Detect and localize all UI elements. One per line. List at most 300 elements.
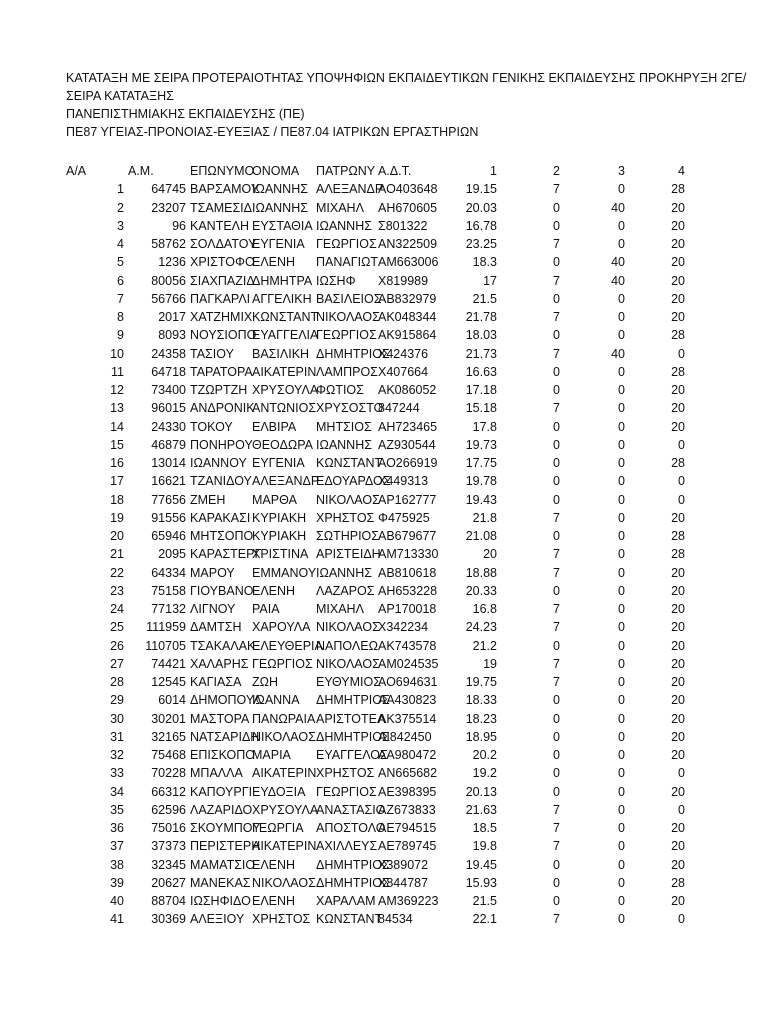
cell-name: ΕΜΜΑΝΟΥ [252,565,317,580]
header-line-3: ΠΑΝΕΠΙΣΤΗΜΙΑΚΗΣ ΕΚΠΑΙΔΕΥΣΗΣ (ΠΕ) [66,107,305,121]
cell-score-1: 19.43 [465,492,497,507]
cell-name: ΔΗΜΗΤΡΑ [252,273,313,288]
cell-score-2: 0 [553,419,560,434]
column-header: Α/Α [66,164,87,178]
cell-index: 33 [110,766,124,781]
cell-am: 2017 [158,310,186,324]
cell-name: ΧΑΡΟΥΛΑ [252,620,311,635]
cell-score-4: 20 [671,291,685,306]
cell-surname: ΛΑΖΑΡΙΔΟ [190,802,253,817]
cell-name: ΧΡΥΣΟΥΛΑ [252,802,319,817]
cell-score-3: 0 [618,766,625,781]
cell-score-2: 7 [553,182,560,197]
cell-score-4: 0 [678,912,685,927]
cell-id-card: ΑΡ162777 [378,492,437,507]
cell-score-4: 20 [671,510,685,525]
cell-father-name: ΑΛΕΞΑΝΔΡ [316,182,384,197]
cell-surname: ΛΙΓΝΟΥ [190,602,236,616]
cell-id-card: 84534 [378,912,413,927]
cell-am: 64745 [151,182,186,197]
cell-name: ΑΙΚΑΤΕΡΙΝ [252,839,317,854]
cell-surname: ΙΩΑΝΝΟΥ [190,456,247,470]
cell-score-3: 0 [618,839,625,854]
cell-score-4: 20 [671,675,685,689]
cell-score-1: 18.88 [465,565,497,580]
cell-father-name: ΔΗΜΗΤΡΙΟΣ [316,346,390,361]
cell-score-2: 0 [553,711,560,726]
cell-father-name: ΔΗΜΗΤΡΙΟΣ [316,693,390,708]
table-row [0,308,768,326]
table-row [0,856,768,874]
cell-am: 80056 [151,273,186,288]
cell-father-name: ΙΩΑΝΝΗΣ [316,565,372,580]
cell-score-1: 18.3 [472,255,497,270]
cell-father-name: ΕΥΘΥΜΙΟΣ [316,675,381,689]
cell-score-2: 7 [553,602,560,616]
cell-id-card: ΑΕ398395 [378,784,437,799]
table-row [0,326,768,344]
cell-score-4: 20 [671,565,685,580]
cell-am: 75016 [151,821,186,835]
cell-name: ΜΑΡΘΑ [252,492,297,507]
cell-index: 4 [117,237,124,251]
cell-score-3: 0 [618,729,625,744]
cell-am: 20627 [151,875,186,890]
cell-id-card: ΑΒ810618 [378,565,437,580]
cell-am: 73400 [151,383,186,397]
cell-surname: ΠΑΓΚΑΡΛΙ [190,291,251,306]
column-header: 3 [618,164,625,178]
cell-am: 91556 [151,510,186,525]
cell-score-3: 0 [618,364,625,379]
cell-index: 19 [110,510,124,525]
cell-surname: ΣΙΑΧΠΑΖΙΔ [190,273,255,288]
cell-score-2: 7 [553,839,560,854]
table-row [0,217,768,235]
cell-score-3: 0 [618,437,625,452]
cell-index: 5 [117,255,124,270]
cell-id-card: ΑΖ673833 [378,802,436,817]
cell-id-card: ΑΝ322509 [378,237,438,251]
cell-father-name: ΕΥΑΓΓΕΛΟΣ [316,748,388,762]
cell-father-name: ΧΡΥΣΟΣΤΟ [316,401,384,416]
cell-name: ΓΕΩΡΓΙΑ [252,821,304,835]
table-row [0,618,768,636]
cell-score-2: 7 [553,547,560,562]
cell-score-2: 0 [553,218,560,233]
cell-score-3: 0 [618,693,625,708]
cell-index: 25 [110,620,124,635]
cell-id-card: ΑΟ694631 [378,675,438,689]
table-row [0,892,768,910]
cell-name: ΑΛΕΞΑΝΔΡ [252,474,320,489]
cell-id-card: ΑΕ794515 [378,821,437,835]
column-header: ΟΝΟΜΑ [252,164,300,178]
cell-name: ΝΙΚΟΛΑΟΣ [252,875,316,890]
cell-surname: ΔΑΜΤΣΗ [190,620,242,635]
cell-score-3: 0 [618,291,625,306]
cell-score-4: 20 [671,401,685,416]
cell-name: ΕΛΒΙΡΑ [252,419,297,434]
cell-score-2: 7 [553,656,560,671]
cell-score-4: 0 [678,766,685,781]
column-header: 2 [553,164,560,178]
cell-surname: ΚΑΠΟΥΡΓΙ [190,784,253,799]
cell-score-3: 0 [618,456,625,470]
cell-surname: ΜΑΣΤΟΡΑ [190,711,250,726]
cell-index: 1 [117,182,124,197]
cell-name: ΖΩΗ [252,675,279,689]
cell-name: ΕΥΑΓΓΕΛΙΑ [252,328,319,343]
table-row [0,691,768,709]
cell-score-1: 21.63 [465,802,497,817]
cell-score-2: 0 [553,200,560,215]
cell-id-card: Φ475925 [378,510,430,525]
cell-score-1: 18.33 [465,693,497,708]
cell-index: 38 [110,857,124,872]
cell-father-name: ΛΑΜΠΡΟΣ [316,364,378,379]
cell-score-1: 23.25 [465,237,497,251]
cell-index: 12 [110,383,124,397]
cell-surname: ΠΟΝΗΡΟΥ [190,437,253,452]
table-row [0,180,768,198]
cell-score-1: 20.2 [472,748,497,762]
cell-surname: ΜΠΑΛΛΑ [190,766,243,781]
cell-score-3: 40 [611,255,625,270]
cell-score-4: 20 [671,383,685,397]
cell-score-4: 0 [678,802,685,817]
cell-index: 6 [117,273,124,288]
cell-score-2: 0 [553,693,560,708]
cell-am: 2095 [158,547,186,562]
cell-father-name: ΧΑΡΑΛΑΜ [316,894,376,908]
cell-father-name: ΧΡΗΣΤΟΣ [316,766,375,781]
table-row [0,472,768,490]
cell-name: ΕΥΣΤΑΘΙΑ [252,218,313,233]
cell-am: 23207 [151,200,186,215]
cell-father-name: ΚΩΝΣΤΑΝΤ [316,912,383,927]
cell-father-name: ΑΡΙΣΤΟΤΕΛ [316,711,386,726]
cell-id-card: ΑΚ048344 [378,310,437,324]
cell-father-name: ΕΔΟΥΑΡΔΟΣ [316,474,391,489]
cell-score-2: 0 [553,456,560,470]
cell-score-2: 7 [553,802,560,817]
cell-score-3: 0 [618,547,625,562]
cell-father-name: ΜΙΧΑΗΛ [316,602,364,616]
cell-index: 15 [110,437,124,452]
cell-score-4: 20 [671,310,685,324]
cell-score-2: 0 [553,328,560,343]
cell-score-3: 0 [618,583,625,598]
cell-surname: ΜΑΡΟΥ [190,565,235,580]
cell-score-3: 0 [618,748,625,762]
table-row [0,527,768,545]
cell-score-1: 21.8 [472,510,497,525]
column-header: ΕΠΩΝΥΜΟ [190,164,255,178]
table-row [0,874,768,892]
cell-score-3: 40 [611,346,625,361]
cell-name: ΕΛΕΝΗ [252,583,296,598]
cell-id-card: Σ801322 [378,218,428,233]
cell-index: 36 [110,821,124,835]
cell-name: ΚΥΡΙΑΚΗ [252,510,307,525]
cell-am: 56766 [151,291,186,306]
table-row [0,272,768,290]
cell-score-1: 17.8 [472,419,497,434]
cell-name: ΘΕΟΔΩΡΑ [252,437,313,452]
table-row [0,399,768,417]
cell-score-2: 0 [553,784,560,799]
cell-id-card: ΑΜ024535 [378,656,439,671]
cell-index: 26 [110,638,124,653]
cell-father-name: ΝΙΚΟΛΑΟΣ [316,620,380,635]
cell-am: 75158 [151,583,186,598]
cell-name: ΧΡΙΣΤΙΝΑ [252,547,309,562]
cell-father-name: ΙΩΣΗΦ [316,273,356,288]
cell-score-3: 0 [618,310,625,324]
cell-score-1: 17.18 [465,383,497,397]
cell-index: 22 [110,565,124,580]
cell-name: ΕΛΕΝΗ [252,894,296,908]
cell-am: 96015 [151,401,186,416]
cell-name: ΙΩΑΝΝΑ [252,693,300,708]
cell-name: ΕΥΓΕΝΙΑ [252,237,305,251]
cell-score-4: 20 [671,583,685,598]
cell-score-1: 16.63 [465,364,497,379]
cell-index: 20 [110,529,124,543]
cell-id-card: ΑΝ665682 [378,766,438,781]
cell-score-2: 0 [553,729,560,744]
cell-score-4: 20 [671,821,685,835]
cell-score-1: 21.5 [472,894,497,908]
cell-id-card: Χ342234 [378,620,429,635]
cell-am: 74421 [151,656,186,671]
cell-score-1: 18.23 [465,711,497,726]
cell-score-4: 0 [678,437,685,452]
cell-surname: ΜΑΜΑΤΣΙΟ [190,857,256,872]
table-row [0,491,768,509]
cell-am: 32165 [151,729,186,744]
cell-father-name: ΠΑΝΑΓΙΩΤ [316,255,379,270]
cell-am: 32345 [151,857,186,872]
cell-score-1: 19.78 [465,474,497,489]
cell-score-3: 0 [618,218,625,233]
table-row [0,600,768,618]
cell-score-3: 0 [618,401,625,416]
cell-score-2: 7 [553,565,560,580]
cell-surname: ΔΗΜΟΠΟΥΛ [190,693,262,708]
cell-score-4: 20 [671,748,685,762]
cell-id-card: ΑΟ403648 [378,182,438,197]
cell-score-2: 7 [553,821,560,835]
cell-name: ΝΙΚΟΛΑΟΣ [252,729,316,744]
cell-id-card: ΑΚ375514 [378,711,437,726]
cell-surname: ΙΩΣΗΦΙΔΟ [190,894,251,908]
cell-id-card: Χ424376 [378,346,429,361]
cell-father-name: ΓΕΩΡΓΙΟΣ [316,237,377,251]
cell-id-card: 847244 [378,401,420,416]
table-row [0,783,768,801]
table-row [0,819,768,837]
cell-id-card: ΑΒ679677 [378,529,437,543]
cell-score-1: 20.03 [465,200,497,215]
cell-score-3: 0 [618,784,625,799]
cell-score-2: 7 [553,401,560,416]
cell-father-name: ΜΗΤΣΙΟΣ [316,419,372,434]
table-row [0,290,768,308]
cell-surname: ΑΛΕΞΙΟΥ [190,912,245,927]
cell-score-1: 19.2 [472,766,497,781]
cell-surname: ΤΣΑΜΕΣΙΔ [190,200,252,215]
cell-surname: ΧΡΙΣΤΟΦΟ [190,255,255,270]
cell-score-1: 24.23 [465,620,497,635]
cell-am: 37373 [151,839,186,854]
cell-index: 8 [117,310,124,324]
cell-father-name: ΝΙΚΟΛΑΟΣ [316,492,380,507]
cell-index: 30 [110,711,124,726]
cell-score-2: 7 [553,675,560,689]
cell-name: ΧΡΗΣΤΟΣ [252,912,311,927]
cell-score-4: 20 [671,784,685,799]
cell-score-3: 0 [618,656,625,671]
cell-score-3: 0 [618,802,625,817]
cell-id-card: Χ407664 [378,364,429,379]
cell-am: 6014 [158,693,186,708]
cell-score-1: 19.15 [465,182,497,197]
cell-id-card: Χ449313 [378,474,429,489]
table-row [0,545,768,563]
cell-father-name: ΝΙΚΟΛΑΟΣ [316,656,380,671]
cell-surname: ΤΑΡΑΤΟΡΑ [190,364,253,379]
cell-father-name: ΙΩΑΝΝΗΣ [316,218,372,233]
cell-name: ΙΩΑΝΝΗΣ [252,200,308,215]
table-row [0,381,768,399]
cell-score-1: 20.13 [465,784,497,799]
cell-surname: ΧΑΤΖΗΜΙΧ [190,310,253,324]
cell-am: 75468 [151,748,186,762]
cell-score-3: 0 [618,492,625,507]
cell-score-2: 0 [553,583,560,598]
cell-index: 13 [110,401,124,416]
cell-surname: ΝΟΥΣΙΟΠΟ [190,328,257,343]
header-line-4: ΠΕ87 ΥΓΕΙΑΣ-ΠΡΟΝΟΙΑΣ-ΕΥΕΞΙΑΣ / ΠΕ87.04 ΙΑΤΡΙΚΩΝ ΕΡΓΑΣΤΗΡΙΩΝ [66,125,479,139]
header-line-1: ΚΑΤΑΤΑΞΗ ΜΕ ΣΕΙΡΑ ΠΡΟΤΕΡΑΙΟΤΗΤΑΣ ΥΠΟΨΗΦΙΩΝ ΕΚΠΑΙΔΕΥΤΙΚΩΝ ΓΕΝΙΚΗΣ ΕΚΠΑΙΔΕΥΣΗΣ ΠΡΟΚΗΡΥΞΗ 2ΓΕ/ [66,71,747,85]
column-header: Α.Μ. [128,164,154,178]
table-row [0,436,768,454]
cell-surname: ΑΝΔΡΟΝΙΚ [190,401,255,416]
cell-score-4: 20 [671,273,685,288]
cell-score-4: 20 [671,894,685,908]
cell-id-card: ΑΗ670605 [378,200,438,215]
cell-id-card: ΑΜ369223 [378,894,439,908]
table-row [0,801,768,819]
cell-score-3: 0 [618,894,625,908]
cell-score-3: 0 [618,875,625,890]
cell-father-name: ΜΙΧΑΗΛ [316,200,364,215]
cell-score-2: 0 [553,875,560,890]
cell-score-2: 7 [553,310,560,324]
cell-index: 40 [110,894,124,908]
cell-name: ΜΑΡΙΑ [252,748,291,762]
cell-name: ΚΥΡΙΑΚΗ [252,529,307,543]
cell-score-1: 20.33 [465,583,497,598]
cell-surname: ΒΑΡΣΑΜΟΥ [190,182,260,197]
column-header: Α.Δ.Τ. [378,164,412,178]
cell-index: 41 [110,912,124,927]
cell-score-3: 0 [618,620,625,635]
cell-score-4: 20 [671,255,685,270]
cell-score-2: 0 [553,437,560,452]
cell-father-name: ΓΕΩΡΓΙΟΣ [316,784,377,799]
table-row [0,764,768,782]
cell-score-4: 20 [671,419,685,434]
cell-score-4: 20 [671,857,685,872]
cell-score-4: 28 [671,328,685,343]
cell-father-name: ΝΙΚΟΛΑΟΣ [316,310,380,324]
cell-score-3: 0 [618,602,625,616]
cell-index: 21 [110,547,124,562]
column-header: 4 [678,164,685,178]
cell-index: 16 [110,456,124,470]
cell-score-4: 20 [671,839,685,854]
cell-id-card: Χ389072 [378,857,429,872]
cell-name: ΑΝΤΩΝΙΟΣ [252,401,317,416]
cell-am: 30369 [151,912,186,927]
cell-am: 64718 [151,364,186,379]
cell-name: ΠΑΝΩΡΑΙΑ [252,711,316,726]
cell-index: 34 [110,784,124,799]
cell-surname: ΣΚΟΥΜΠΟΥ [190,821,261,835]
cell-score-4: 20 [671,729,685,744]
table-row [0,746,768,764]
cell-am: 46879 [151,437,186,452]
cell-score-3: 0 [618,474,625,489]
cell-am: 77132 [151,602,186,616]
cell-father-name: ΓΕΩΡΓΙΟΣ [316,328,377,343]
cell-score-4: 20 [671,602,685,616]
ranking-table [0,162,768,929]
cell-id-card: ΑΑ430823 [378,693,437,708]
cell-score-2: 0 [553,748,560,762]
cell-score-1: 20 [483,547,497,562]
table-row [0,673,768,691]
cell-surname: ΚΑΝΤΕΛΗ [190,218,250,233]
cell-score-1: 19.45 [465,857,497,872]
table-row [0,710,768,728]
cell-father-name: ΑΧΙΛΛΕΥΣ [316,839,378,854]
cell-score-4: 20 [671,200,685,215]
cell-am: 111959 [146,620,186,635]
cell-score-2: 0 [553,255,560,270]
cell-am: 12545 [151,675,186,689]
cell-surname: ΚΑΡΑΣΤΕΡΓ [190,547,262,562]
cell-score-2: 0 [553,529,560,543]
table-row [0,564,768,582]
cell-index: 27 [110,656,124,671]
cell-score-4: 28 [671,529,685,543]
cell-surname: ΠΕΡΙΣΤΕΡΗ [190,839,261,854]
cell-score-2: 0 [553,894,560,908]
cell-am: 16621 [151,474,186,489]
cell-id-card: ΑΗ723465 [378,419,438,434]
cell-id-card: ΑΟ266919 [378,456,438,470]
cell-index: 9 [117,328,124,343]
cell-score-4: 28 [671,364,685,379]
cell-surname: ΜΗΤΣΟΠΟ [190,529,254,543]
cell-surname: ΤΟΚΟΥ [190,419,233,434]
column-header: 1 [490,164,497,178]
cell-father-name: ΔΗΜΗΤΡΙΟΣ [316,875,390,890]
